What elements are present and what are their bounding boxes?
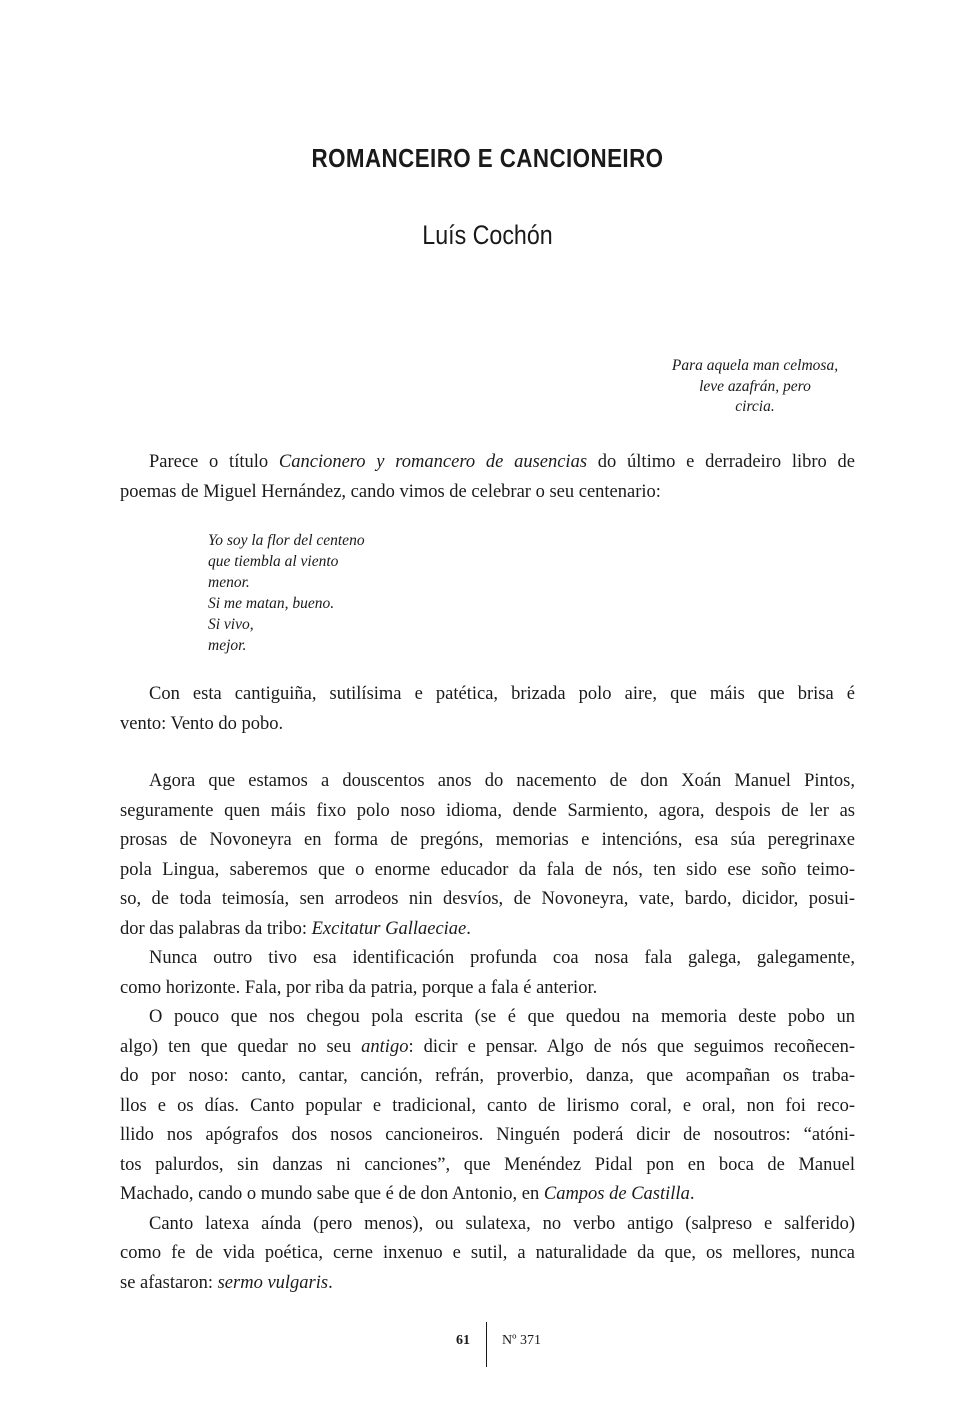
paragraph-line: Machado, cando o mundo sabe que é de don Antonio, en Campos de Castilla. [120,1184,695,1204]
issue-number: Nº 371 [502,1333,541,1348]
paragraph-line: llido nos apógrafos dos nosos cancioneiros. Ninguén poderá dicir de nosoutros: “atóni- [120,1125,855,1145]
paragraph-line: do por noso: canto, cantar, canción, refrán, proverbio, danza, que acompañan os traba- [120,1066,855,1086]
verse-line: Si vivo, [208,616,254,633]
paragraph-line: como fe de vida poética, cerne inxenuo e sutil, a naturalidade da que, os mellores, nunca [120,1243,855,1263]
paragraph-line: pola Lingua, saberemos que o enorme educador da fala de nós, ten sido ese soño teimo- [120,859,855,880]
paragraph-line: tos palurdos, sin danzas ni canciones”, que Menéndez Pidal pon en boca de Manuel [120,1154,855,1175]
page-number: 61 [456,1333,470,1348]
verse-line: menor. [208,574,250,591]
paragraph-line: prosas de Novoneyra en forma de pregóns, memorias e intencións, esa súa peregrinaxe [120,830,855,850]
paragraph-line: seguramente quen máis fixo polo noso idioma, dende Sarmiento, agora, despois de ler as [120,800,855,821]
verse-line: que tiembla al viento [208,553,339,570]
paragraph-3 [120,767,855,1298]
paragraph-line: algo) ten que quedar no seu antigo: dicir e pensar. Algo de nós que seguimos recoñecen- [120,1036,855,1057]
paragraph-line: como horizonte. Fala, por riba da patria, porque a fala é anterior. [120,977,598,998]
poem-quote [208,530,365,656]
paragraph-2 [120,680,855,739]
article-author: Luís Cochón [422,220,553,250]
paragraph-line: O pouco que nos chegou pola escrita (se é que quedou na memoria deste pobo un [149,1007,855,1027]
verse-line: Si me matan, bueno. [208,595,335,612]
paragraph-line: se afastaron: sermo vulgaris. [120,1272,333,1293]
verse-line: mejor. [208,637,247,654]
paragraph-line: Canto latexa aínda (pero menos), ou sulatexa, no verbo antigo (salpreso e salferido) [149,1213,855,1234]
paragraph-line: so, de toda teimosía, sen arrodeos nin desvíos, de Novoneyra, vate, bardo, dicidor, posui- [120,889,855,909]
epigraph [640,356,870,418]
epigraph-line: Para aquela man celmosa, [671,357,839,374]
paragraph-line: dor das palabras da tribo: Excitatur Gallaeciae. [120,918,471,939]
paragraph-line: Nunca outro tivo esa identificación profunda coa nosa fala galega, galegamente, [149,948,855,968]
footer-divider [486,1322,487,1367]
paragraph-line: Parece o título Cancionero y romancero de ausencias do último e derradeiro libro de [149,452,856,472]
paragraph-1 [120,448,855,507]
paragraph-line: Con esta cantiguiña, sutilísima e patética, brizada polo aire, que máis que brisa é [149,684,855,704]
article-title: ROMANCEIRO E CANCIONEIRO [311,143,664,173]
paragraph-line: vento: Vento do pobo. [120,713,284,734]
paragraph-line: llos e os días. Canto popular e tradicional, canto de lirismo coral, e oral, non foi reco- [120,1095,855,1116]
paragraph-line: Agora que estamos a douscentos anos do nacemento de don Xoán Manuel Pintos, [149,771,855,791]
verse-line: Yo soy la flor del centeno [208,532,365,549]
epigraph-line: leve azafrán, pero [699,377,811,395]
epigraph-line: circia. [735,398,775,415]
paragraph-line: poemas de Miguel Hernández, cando vimos de celebrar o seu centenario: [120,481,661,502]
